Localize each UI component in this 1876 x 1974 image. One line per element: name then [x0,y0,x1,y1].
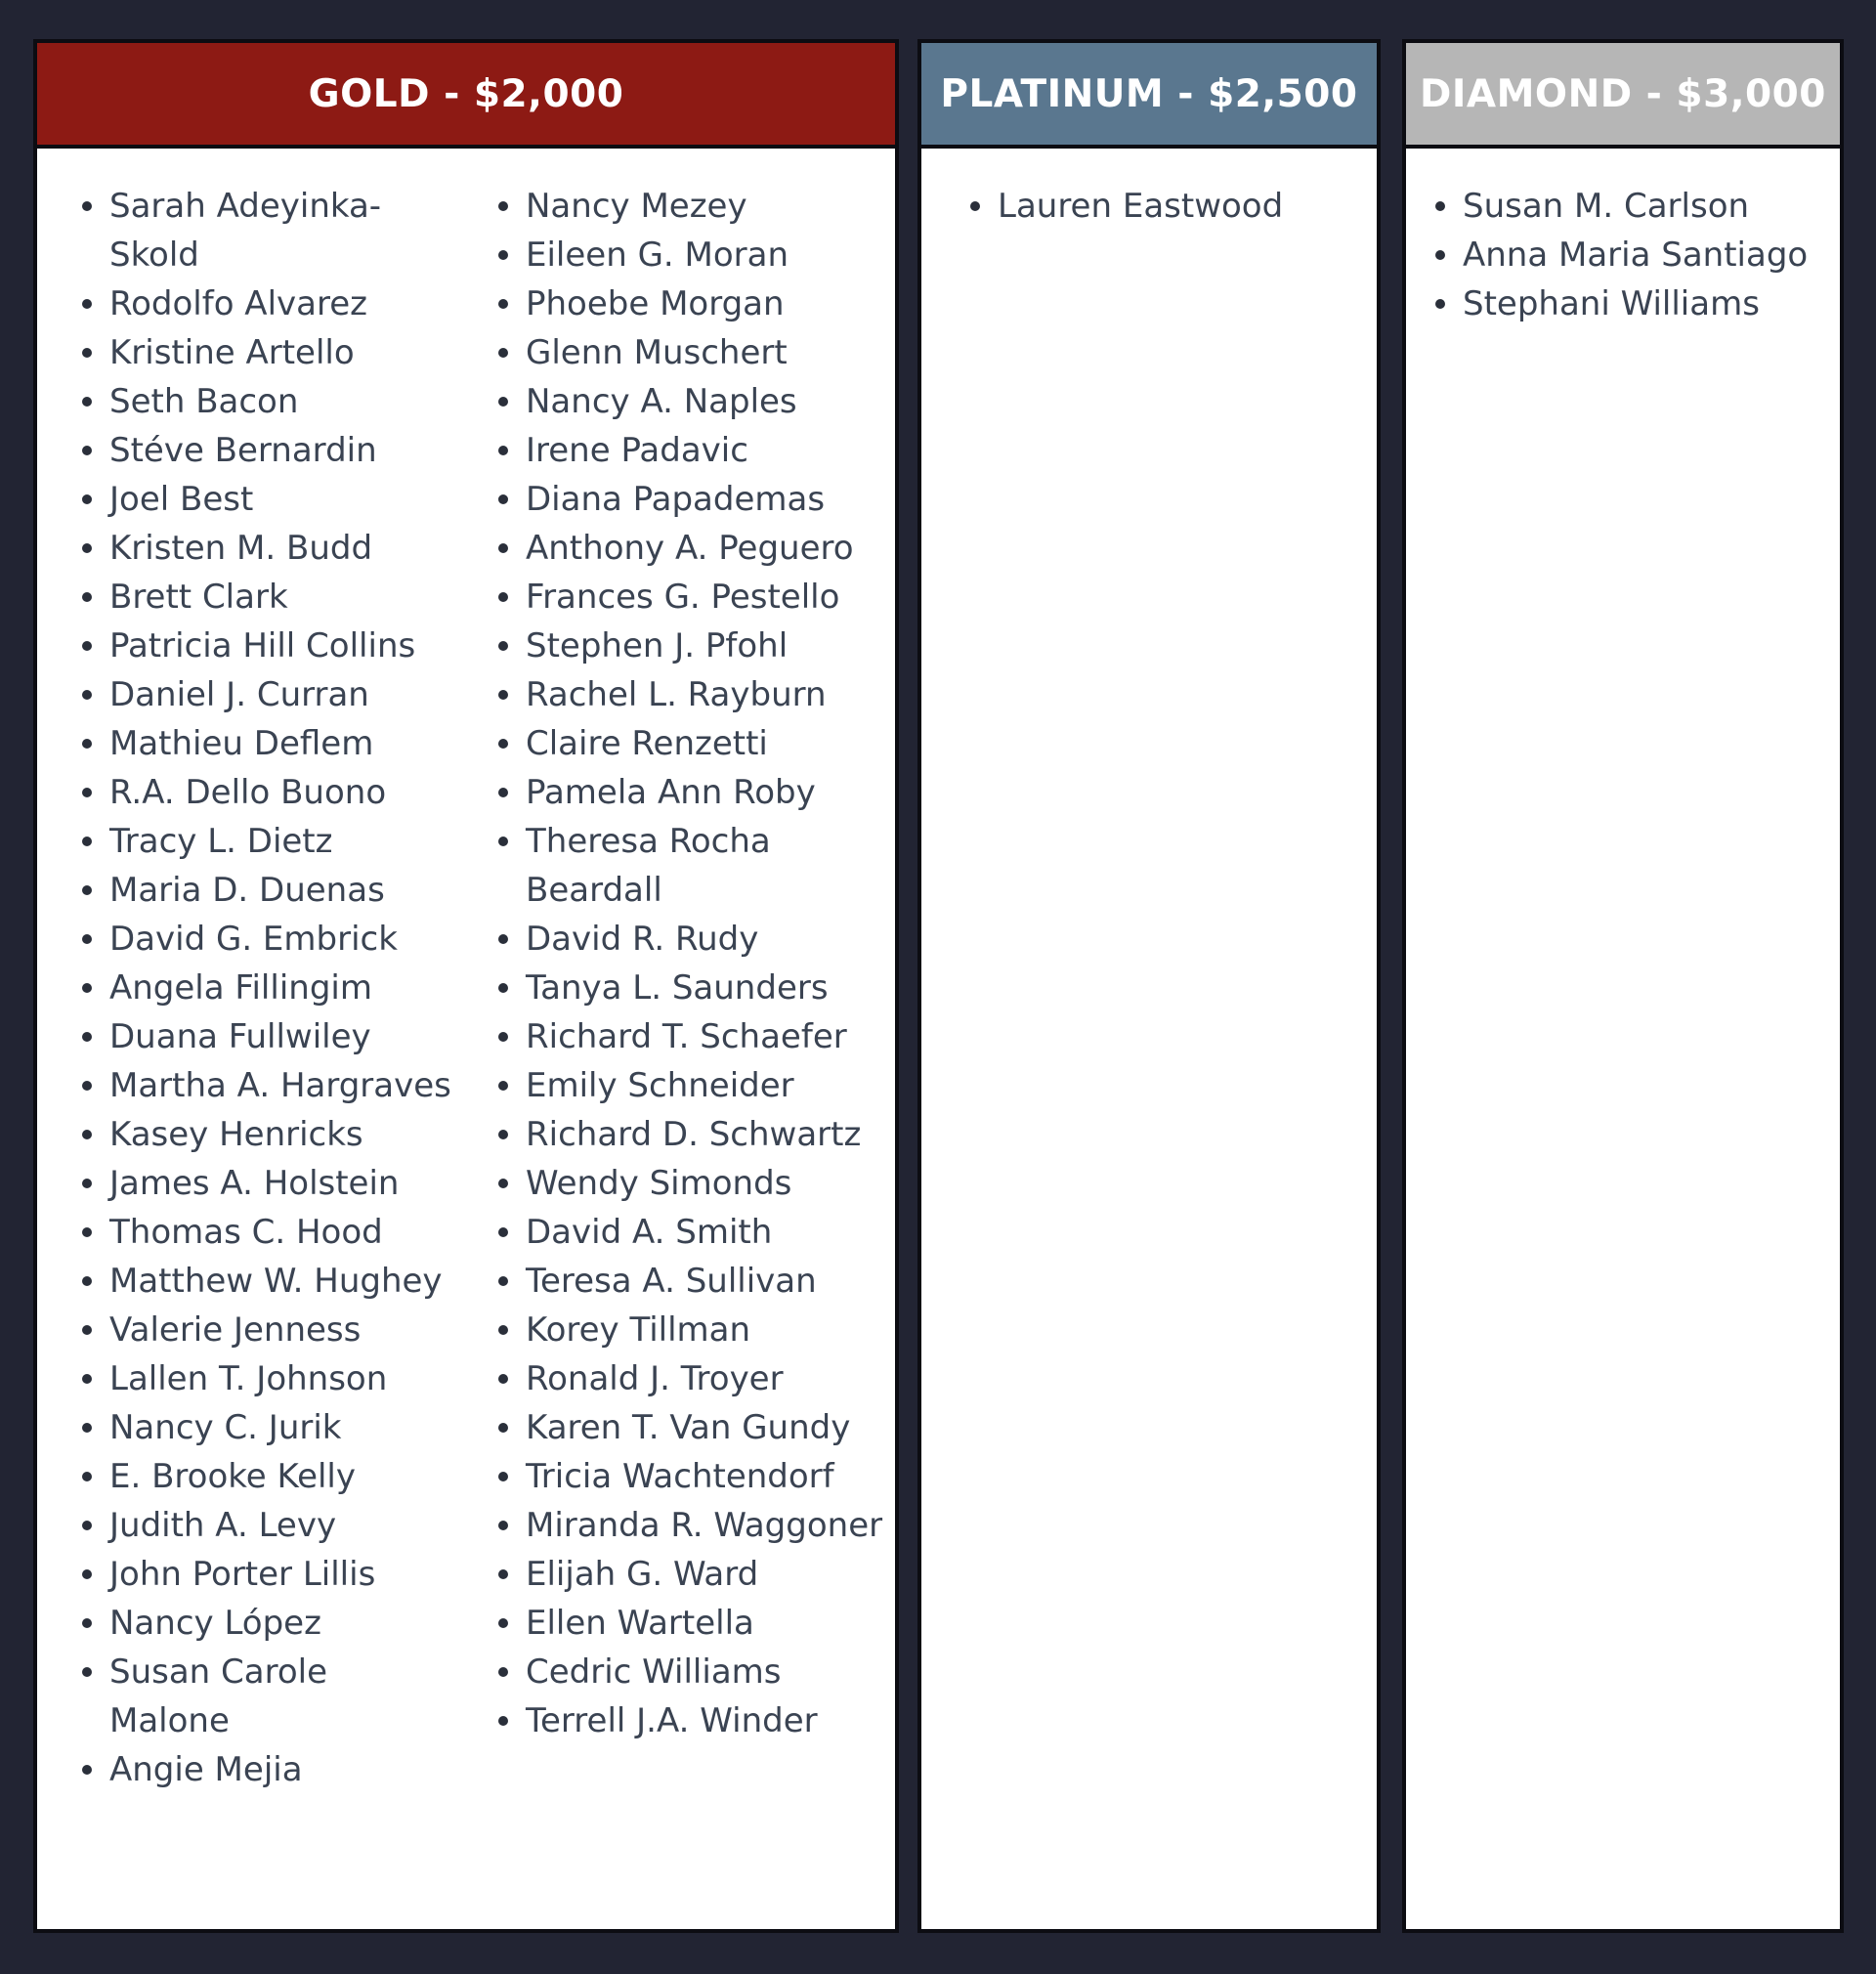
donor-name: Richard D. Schwartz [492,1110,883,1159]
donor-name: Tricia Wachtendorf [492,1452,883,1501]
donor-name: Joel Best [76,475,457,524]
donor-name: Maria D. Duenas [76,866,457,915]
diamond-donor-list [1429,182,1840,328]
donor-name: E. Brooke Kelly [76,1452,457,1501]
donor-name: Brett Clark [76,573,457,622]
donor-name: Seth Bacon [76,377,457,426]
donor-name: Glenn Muschert [492,328,883,377]
donor-name: Sarah Adeyinka-Skold [76,182,457,279]
donor-name: Ellen Wartella [492,1599,883,1648]
donor-name: Stephen J. Pfohl [492,622,883,670]
donor-name: Frances G. Pestello [492,573,883,622]
donor-name: Stephani Williams [1429,279,1840,328]
gold-tier-header: GOLD - $2,000 [37,43,895,149]
donor-name: Tanya L. Saunders [492,964,883,1012]
donor-name: Rodolfo Alvarez [76,279,457,328]
donor-name: James A. Holstein [76,1159,457,1208]
donor-name: Judith A. Levy [76,1501,457,1550]
diamond-tier-panel [1402,39,1844,1933]
donor-name: Eileen G. Moran [492,231,883,279]
donor-name: Kristine Artello [76,328,457,377]
donor-name: Irene Padavic [492,426,883,475]
donor-name: Korey Tillman [492,1306,883,1354]
donor-name: Claire Renzetti [492,719,883,768]
diamond-tier-header: DIAMOND - $3,000 [1406,43,1840,149]
donor-name: Stéve Bernardin [76,426,457,475]
donor-name: Emily Schneider [492,1061,883,1110]
donor-name: Thomas C. Hood [76,1208,457,1257]
donor-name: David G. Embrick [76,915,457,964]
donor-name: Diana Papademas [492,475,883,524]
donor-name: Lauren Eastwood [964,182,1375,231]
donor-name: Nancy C. Jurik [76,1403,457,1452]
donor-name: Anna Maria Santiago [1429,231,1840,279]
donor-name: Angie Mejia [76,1745,457,1794]
donor-name: Terrell J.A. Winder [492,1696,883,1745]
donor-name: Cedric Williams [492,1648,883,1696]
donor-name: Martha A. Hargraves [76,1061,457,1110]
donor-name: Susan M. Carlson [1429,182,1840,231]
donor-name: Valerie Jenness [76,1306,457,1354]
donor-name: Theresa Rocha Beardall [492,817,883,915]
donor-name: Elijah G. Ward [492,1550,883,1599]
donor-name: Patricia Hill Collins [76,622,457,670]
donor-name: Duana Fullwiley [76,1012,457,1061]
gold-donor-list-right [492,182,883,1745]
gold-tier-panel [33,39,899,1933]
donor-name: Anthony A. Peguero [492,524,883,573]
donor-name: Nancy A. Naples [492,377,883,426]
donor-name: Rachel L. Rayburn [492,670,883,719]
platinum-tier-header: PLATINUM - $2,500 [921,43,1377,149]
donor-name: Matthew W. Hughey [76,1257,457,1306]
donor-name: Susan Carole Malone [76,1648,457,1745]
donor-name: Nancy Mezey [492,182,883,231]
donor-name: Miranda R. Waggoner [492,1501,883,1550]
donor-name: Pamela Ann Roby [492,768,883,817]
donor-name: David A. Smith [492,1208,883,1257]
donor-name: Teresa A. Sullivan [492,1257,883,1306]
donor-name: Lallen T. Johnson [76,1354,457,1403]
donor-name: John Porter Lillis [76,1550,457,1599]
donor-name: Wendy Simonds [492,1159,883,1208]
gold-donor-list-left [76,182,457,1794]
donor-name: Kristen M. Budd [76,524,457,573]
platinum-donor-list [964,182,1375,231]
donor-name: Karen T. Van Gundy [492,1403,883,1452]
donor-name: Tracy L. Dietz [76,817,457,866]
donor-name: Richard T. Schaefer [492,1012,883,1061]
donor-name: R.A. Dello Buono [76,768,457,817]
donor-name: Mathieu Deflem [76,719,457,768]
donor-name: Angela Fillingim [76,964,457,1012]
donor-name: Ronald J. Troyer [492,1354,883,1403]
donor-name: Nancy López [76,1599,457,1648]
platinum-tier-panel [917,39,1381,1933]
donor-name: Daniel J. Curran [76,670,457,719]
donor-name: Kasey Henricks [76,1110,457,1159]
donor-name: Phoebe Morgan [492,279,883,328]
donor-name: David R. Rudy [492,915,883,964]
